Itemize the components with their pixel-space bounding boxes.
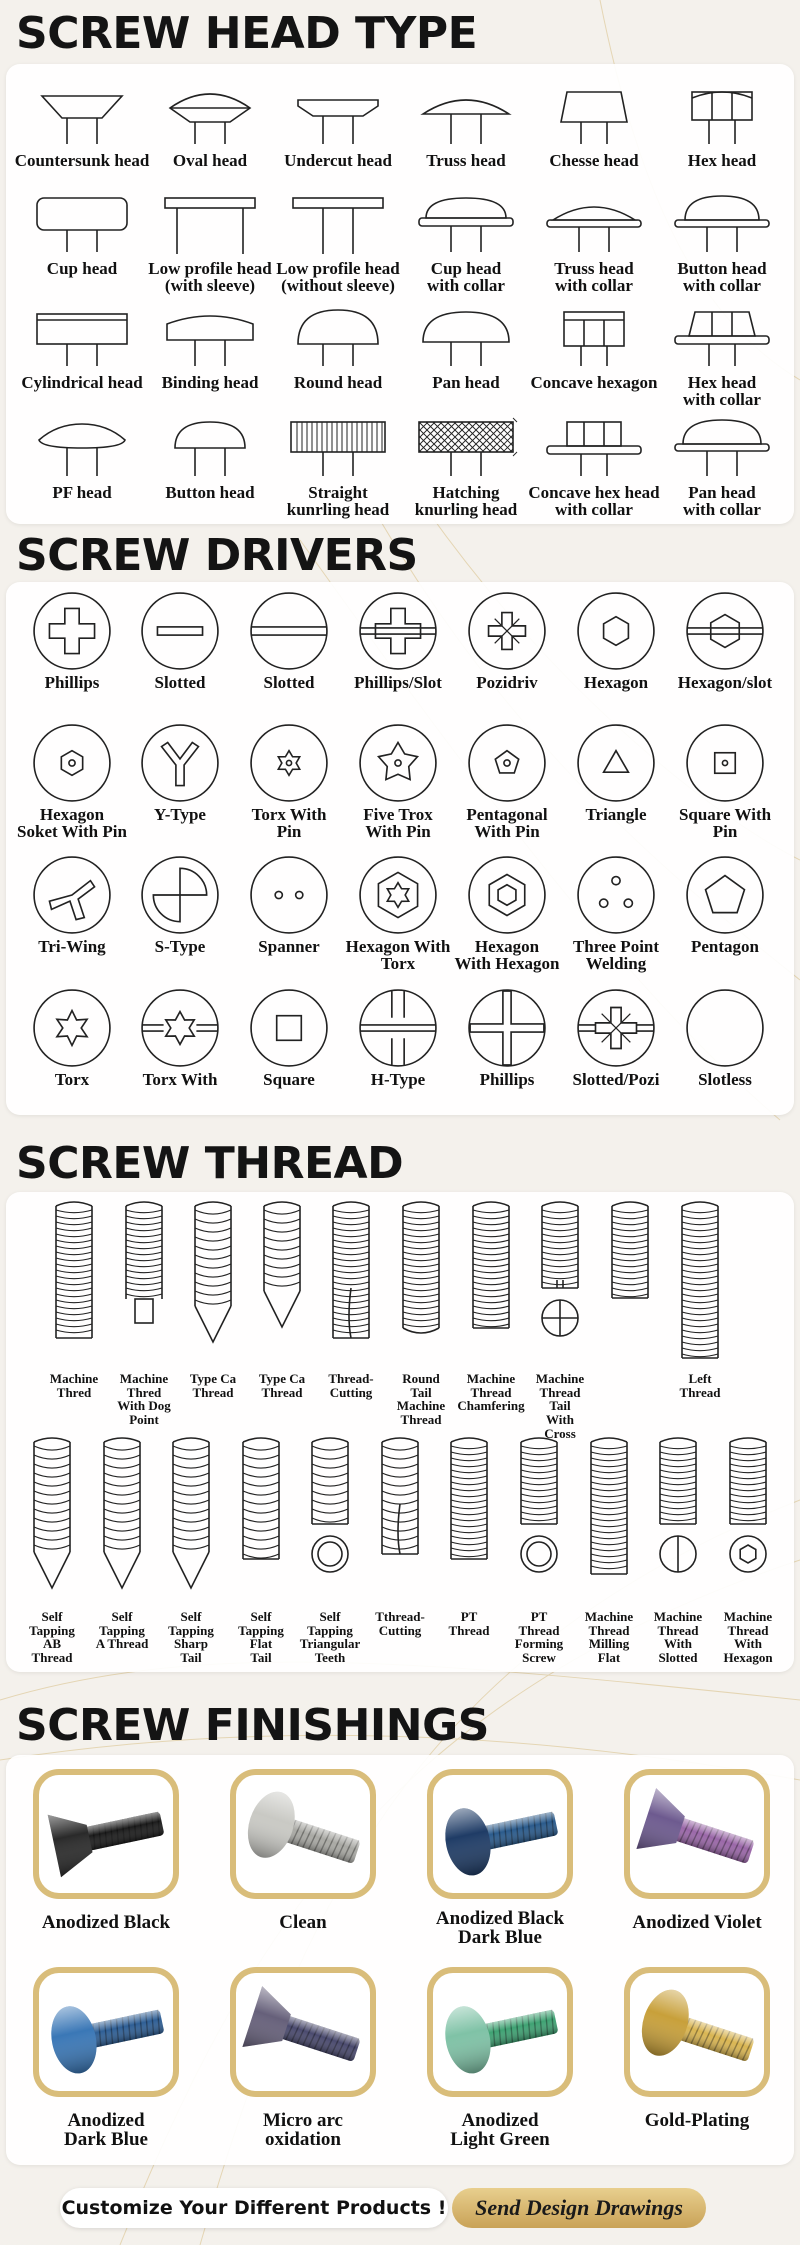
driver-label: Phillips: [44, 673, 100, 692]
head-type-label: PF head: [52, 483, 112, 502]
head-type-item: [396, 304, 536, 391]
thread-label: Type Ca Thread: [258, 1371, 306, 1400]
thread-item: [38, 1196, 110, 1400]
head-type-label: Cylindrical head: [21, 373, 143, 392]
finishings-panel: [6, 1755, 794, 2165]
hex-collar-head-icon: [652, 304, 792, 374]
finishing-label: Anodized Black: [41, 1912, 171, 1933]
finishing-label: Gold-Plating: [644, 2110, 750, 2131]
straight-knurling-head-icon: [268, 414, 408, 484]
hexagon-slot-drive-icon: [665, 590, 785, 672]
head-type-item: [12, 190, 152, 277]
driver-item: [12, 722, 132, 841]
pf-head-icon: [12, 414, 152, 484]
head-type-item: [12, 82, 152, 169]
finishing-label: Anodized Black Dark Blue: [435, 1908, 565, 1949]
y-type-drive-icon: [120, 722, 240, 804]
thread-item: [455, 1196, 527, 1414]
thread-label: Machine Thread Tail With Cross: [535, 1371, 585, 1441]
button-collar-head-icon: [652, 190, 792, 260]
head-type-item: [524, 304, 664, 391]
driver-label: Torx: [54, 1070, 90, 1089]
driver-item: [120, 590, 240, 691]
driver-item: [120, 854, 240, 955]
thread-label: Self Tapping Flat Tail: [238, 1609, 284, 1665]
cheese-head-icon: [524, 82, 664, 152]
head-type-label: Button head: [165, 483, 255, 502]
finishing-label: Anodized Light Green: [450, 2110, 550, 2151]
driver-item: [665, 987, 785, 1088]
hexagon-socket-pin-drive-icon: [12, 722, 132, 804]
driver-label: Hexagon Soket With Pin: [17, 805, 127, 842]
self-tapping-flat-tail-icon: [225, 1432, 297, 1567]
finishing-item: [16, 1769, 196, 1932]
finishing-item: [410, 1769, 590, 1948]
thread-item: [246, 1196, 318, 1400]
section-title-drivers: SCREW DRIVERS: [16, 530, 418, 581]
thread-label: Self Tapping AB Thread: [29, 1609, 75, 1665]
head-type-item: [140, 190, 280, 295]
drivers-panel: [6, 582, 794, 1115]
section-title-head-type: SCREW HEAD TYPE: [16, 8, 478, 59]
driver-label: Hexagon: [583, 673, 649, 692]
driver-item: [12, 590, 132, 691]
machine-thread-tail-cross-icon: [524, 1196, 596, 1340]
thread-label: Type Ca Thread: [189, 1371, 237, 1400]
finishing-label: Clean: [279, 1912, 327, 1933]
hexagon-drive-icon: [556, 590, 676, 672]
hexagon-hexagon-drive-icon: [447, 854, 567, 936]
driver-item: [447, 987, 567, 1088]
machine-thread-chamfering-icon: [455, 1196, 527, 1336]
low-profile-no-sleeve-head-icon: [268, 190, 408, 260]
driver-label: Pentagonal With Pin: [466, 805, 548, 842]
round-tail-machine-thread-icon: [385, 1196, 457, 1336]
driver-label: Three Point Welding: [572, 937, 660, 974]
thread-label: Tthread- Cutting: [375, 1609, 425, 1638]
concave-hex-collar-head-icon: [524, 414, 664, 484]
slotted-drive-icon: [120, 590, 240, 672]
square-drive-icon: [229, 987, 349, 1069]
head-type-label: Low profile head (without sleeve): [276, 259, 400, 296]
thread-item: [177, 1196, 249, 1400]
hatching-knurling-head-icon: [396, 414, 536, 484]
driver-label: Spanner: [258, 937, 320, 956]
finishing-label: Micro arc oxidation: [262, 2110, 343, 2151]
h-type-drive-icon: [338, 987, 458, 1069]
slotted-full-drive-icon: [229, 590, 349, 672]
undercut-head-icon: [268, 82, 408, 152]
machine-thread-milling-flat-icon: [573, 1432, 645, 1582]
tri-wing-drive-icon: [12, 854, 132, 936]
thread-cutting-2-icon: [364, 1432, 436, 1562]
head-type-item: [268, 82, 408, 169]
head-type-panel: [6, 64, 794, 524]
binding-head-icon: [140, 304, 280, 374]
phillips-slot-drive-icon: [338, 590, 458, 672]
driver-item: [338, 987, 458, 1088]
s-type-drive-icon: [120, 854, 240, 936]
type-ca-thread-icon: [177, 1196, 249, 1346]
head-type-label: Hex head: [687, 151, 757, 170]
self-tapping-triangular-teeth-icon: [294, 1432, 366, 1576]
thread-item: [594, 1196, 666, 1306]
head-type-label: Countersunk head: [14, 151, 150, 170]
driver-item: [556, 722, 676, 823]
driver-label: Slotted: [263, 673, 315, 692]
thread-item: [524, 1196, 596, 1441]
driver-item: [447, 590, 567, 691]
head-type-label: Hex head with collar: [683, 373, 761, 410]
truss-head-icon: [396, 82, 536, 152]
machine-thread-dog-point-icon: [108, 1196, 180, 1331]
clean-screw-photo: [230, 1769, 376, 1899]
slotless-drive-icon: [665, 987, 785, 1069]
slotted-pozi-drive-icon: [556, 987, 676, 1069]
thread-label: Thread- Cutting: [328, 1371, 374, 1400]
finishing-label: Anodized Violet: [632, 1912, 762, 1933]
driver-item: [120, 722, 240, 823]
section-title-thread: SCREW THREAD: [16, 1138, 404, 1189]
thread-label: Self Tapping Triangular Teeth: [299, 1609, 361, 1665]
thread-item: [664, 1196, 736, 1400]
anodized-dark-blue-2-screw-photo: [33, 1967, 179, 2097]
driver-label: Torx With Pin: [251, 805, 327, 842]
head-type-label: Pan head: [432, 373, 500, 392]
thread-item: [642, 1432, 714, 1665]
driver-label: Five Trox With Pin: [363, 805, 433, 842]
machine-thread-slotted-icon: [642, 1432, 714, 1576]
thread-item: [225, 1432, 297, 1665]
self-tapping-sharp-tail-icon: [155, 1432, 227, 1592]
head-type-label: Low profile head (with sleeve): [148, 259, 272, 296]
thread-label: Left Thread: [679, 1371, 721, 1400]
cylindrical-head-icon: [12, 304, 152, 374]
driver-label: Phillips/Slot: [354, 673, 442, 692]
head-type-item: [524, 414, 664, 519]
three-point-welding-drive-icon: [556, 854, 676, 936]
thread-label: Machine Thread With Hexagon: [723, 1609, 773, 1665]
send-design-drawings-button[interactable]: Send Design Drawings: [452, 2188, 706, 2228]
head-type-item: [652, 190, 792, 295]
driver-label: Pozidriv: [476, 673, 538, 692]
head-type-item: [268, 190, 408, 295]
driver-label: Pentagon: [691, 937, 759, 956]
head-type-label: Truss head: [426, 151, 506, 170]
thread-label: PT Thread: [448, 1609, 490, 1638]
truss-collar-head-icon: [524, 190, 664, 260]
driver-item: [665, 854, 785, 955]
driver-label: Slotted/Pozi: [572, 1070, 660, 1089]
head-type-item: [12, 414, 152, 501]
anodized-violet-screw-photo: [624, 1769, 770, 1899]
cta-bar: [0, 2170, 800, 2245]
thread-item: [503, 1432, 575, 1665]
thread-label: Machine Thred With Dog Point: [117, 1371, 171, 1427]
thread-label: Self Tapping Sharp Tail: [168, 1609, 214, 1665]
driver-label: Hexagon With Torx: [345, 937, 451, 974]
driver-item: [229, 854, 349, 955]
concave-hexagon-head-icon: [524, 304, 664, 374]
driver-label: Slotless: [698, 1070, 752, 1089]
thread-item: [712, 1432, 784, 1665]
torx-drive-icon: [12, 987, 132, 1069]
head-type-label: Button head with collar: [677, 259, 767, 296]
countersunk-head-icon: [12, 82, 152, 152]
low-profile-sleeve-head-icon: [140, 190, 280, 260]
finishing-item: [213, 1967, 393, 2150]
pan-collar-head-icon: [652, 414, 792, 484]
head-type-item: [396, 414, 536, 519]
finishing-item: [16, 1967, 196, 2150]
head-type-label: Chesse head: [549, 151, 639, 170]
thread-panel: [6, 1192, 794, 1672]
head-type-item: [140, 82, 280, 169]
section-title-finishings: SCREW FINISHINGS: [16, 1700, 489, 1751]
head-type-item: [652, 304, 792, 409]
head-type-label: Truss head with collar: [554, 259, 634, 296]
finishing-item: [213, 1769, 393, 1932]
finishing-item: [607, 1769, 787, 1932]
head-type-item: [268, 414, 408, 519]
triangle-drive-icon: [556, 722, 676, 804]
thread-item: [433, 1432, 505, 1638]
self-tapping-a-thread-icon: [86, 1432, 158, 1592]
head-type-item: [268, 304, 408, 391]
driver-label: Phillips: [479, 1070, 535, 1089]
self-tapping-ab-thread-icon: [16, 1432, 88, 1592]
type-ca-thread-2-icon: [246, 1196, 318, 1331]
square-pin-drive-icon: [665, 722, 785, 804]
thread-label: Self Tapping A Thread: [95, 1609, 149, 1652]
driver-item: [556, 590, 676, 691]
pozidriv-drive-icon: [447, 590, 567, 672]
phillips-full-drive-icon: [447, 987, 567, 1069]
pt-thread-forming-icon: [503, 1432, 575, 1576]
driver-item: [447, 854, 567, 973]
pentagonal-pin-drive-icon: [447, 722, 567, 804]
head-type-item: [396, 190, 536, 295]
thread-label: Machine Thred: [49, 1371, 99, 1400]
hex-head-icon: [652, 82, 792, 152]
driver-label: Triangle: [585, 805, 647, 824]
driver-item: [120, 987, 240, 1088]
head-type-label: Hatching knurling head: [414, 483, 518, 520]
cup-head-icon: [12, 190, 152, 260]
pt-thread-icon: [433, 1432, 505, 1567]
driver-item: [665, 590, 785, 691]
customize-products-banner[interactable]: Customize Your Different Products !: [60, 2188, 448, 2228]
torx-slot-drive-icon: [120, 987, 240, 1069]
thread-label: Machine Thread Chamfering: [457, 1371, 525, 1414]
five-torx-pin-drive-icon: [338, 722, 458, 804]
head-type-label: Oval head: [172, 151, 248, 170]
anodized-dark-blue-screw-photo: [427, 1769, 573, 1899]
driver-label: H-Type: [370, 1070, 426, 1089]
driver-label: S-Type: [154, 937, 206, 956]
driver-item: [229, 987, 349, 1088]
anodized-light-green-screw-photo: [427, 1967, 573, 2097]
driver-item: [665, 722, 785, 841]
anodized-black-screw-photo: [33, 1769, 179, 1899]
finishing-item: [607, 1967, 787, 2130]
head-type-item: [652, 414, 792, 519]
thread-item: [364, 1432, 436, 1638]
micro-arc-oxidation-screw-photo: [230, 1967, 376, 2097]
thread-item: [294, 1432, 366, 1665]
driver-item: [556, 987, 676, 1088]
finishing-label: Anodized Dark Blue: [64, 2110, 148, 2151]
thread-label: PT Thread Forming Screw: [514, 1609, 564, 1665]
machine-thread-plain-icon: [594, 1196, 666, 1306]
thread-label: Round Tail Machine Thread: [396, 1371, 446, 1427]
pan-head-icon: [396, 304, 536, 374]
driver-label: Hexagon With Hexagon: [454, 937, 560, 974]
driver-item: [12, 987, 132, 1088]
head-type-label: Concave hexagon: [530, 373, 658, 392]
torx-pin-drive-icon: [229, 722, 349, 804]
head-type-label: Cup head: [46, 259, 118, 278]
gold-plating-screw-photo: [624, 1967, 770, 2097]
driver-label: Tri-Wing: [38, 937, 106, 956]
cup-collar-head-icon: [396, 190, 536, 260]
thread-item: [86, 1432, 158, 1652]
head-type-item: [12, 304, 152, 391]
driver-label: Square With Pin: [678, 805, 772, 842]
head-type-item: [396, 82, 536, 169]
phillips-drive-icon: [12, 590, 132, 672]
machine-thread-hexagon-icon: [712, 1432, 784, 1576]
head-type-item: [140, 304, 280, 391]
driver-label: Torx With: [142, 1070, 218, 1089]
head-type-label: Binding head: [161, 373, 259, 392]
spanner-drive-icon: [229, 854, 349, 936]
thread-item: [108, 1196, 180, 1427]
head-type-label: Cup head with collar: [427, 259, 505, 296]
thread-item: [16, 1432, 88, 1665]
button-head-icon: [140, 414, 280, 484]
machine-thread-icon: [38, 1196, 110, 1346]
finishing-item: [410, 1967, 590, 2150]
head-type-label: Round head: [293, 373, 383, 392]
driver-item: [338, 722, 458, 841]
driver-item: [229, 590, 349, 691]
driver-label: Slotted: [154, 673, 206, 692]
driver-item: [12, 854, 132, 955]
driver-item: [338, 590, 458, 691]
thread-item: [315, 1196, 387, 1400]
head-type-item: [652, 82, 792, 169]
head-type-label: Concave hex head with collar: [528, 483, 660, 520]
thread-label: Machine Thread Milling Flat: [584, 1609, 634, 1665]
thread-item: [573, 1432, 645, 1665]
driver-label: Hexagon/slot: [677, 673, 773, 692]
head-type-item: [140, 414, 280, 501]
thread-item: [155, 1432, 227, 1665]
thread-cutting-icon: [315, 1196, 387, 1346]
hexagon-torx-drive-icon: [338, 854, 458, 936]
head-type-label: Straight kunrling head: [286, 483, 390, 520]
pentagon-drive-icon: [665, 854, 785, 936]
driver-item: [229, 722, 349, 841]
oval-head-icon: [140, 82, 280, 152]
head-type-item: [524, 82, 664, 169]
thread-item: [385, 1196, 457, 1427]
driver-label: Square: [263, 1070, 315, 1089]
round-head-icon: [268, 304, 408, 374]
driver-item: [338, 854, 458, 973]
driver-item: [447, 722, 567, 841]
head-type-item: [524, 190, 664, 295]
head-type-label: Pan head with collar: [683, 483, 761, 520]
driver-label: Y-Type: [154, 805, 206, 824]
thread-label: Machine Thread With Slotted: [653, 1609, 703, 1665]
head-type-label: Undercut head: [284, 151, 392, 170]
left-thread-icon: [664, 1196, 736, 1366]
driver-item: [556, 854, 676, 973]
